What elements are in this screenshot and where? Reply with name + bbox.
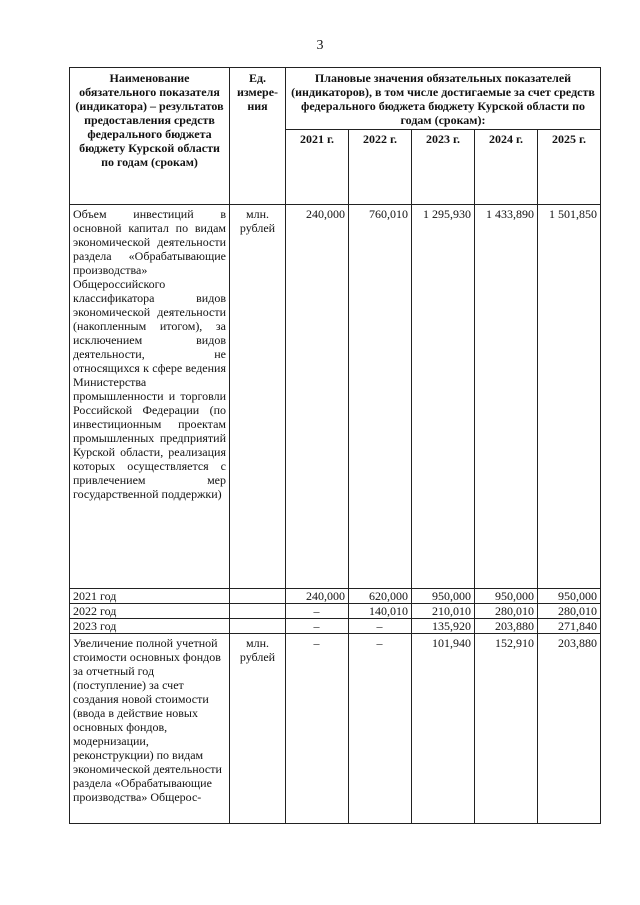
value-2021: 240,000 — [286, 205, 349, 589]
value-2023: 101,940 — [412, 634, 475, 824]
year-label: 2023 год — [70, 619, 230, 634]
table-row — [70, 634, 601, 824]
indicators-table — [69, 67, 601, 824]
value-2023: 135,920 — [412, 619, 475, 634]
value-2021: – — [286, 634, 349, 824]
value-2021: 240,000 — [286, 589, 349, 604]
year-label: 2022 год — [70, 604, 230, 619]
header-year-2024: 2024 г. — [475, 130, 538, 205]
value-2022: – — [349, 634, 412, 824]
page-number: 3 — [316, 38, 324, 53]
value-2024: 280,010 — [475, 604, 538, 619]
unit-cell: млн. рублей — [230, 634, 286, 824]
indicator-name: Увеличение полной учетной стоимости основных фондов за отчетный год (поступление) за счет создания новой стоимости (ввода в действие новых основных фондов, модернизации, реконструкции) по видам экономической деятельности раздела «Обрабатывающие производства» Общерос- — [70, 634, 230, 824]
value-2025: 280,010 — [538, 604, 601, 619]
value-2022: 760,010 — [349, 205, 412, 589]
value-2022: 620,000 — [349, 589, 412, 604]
value-2024: 1 433,890 — [475, 205, 538, 589]
table-row — [70, 205, 601, 589]
value-2023: 950,000 — [412, 589, 475, 604]
unit-cell — [230, 589, 286, 604]
unit-cell: млн. рублей — [230, 205, 286, 589]
value-2024: 950,000 — [475, 589, 538, 604]
indicator-name: Объем инвестиций в основной капитал по видам экономической деятельности раздела «Обрабатывающие производства» Общероссийского классификатора видов экономической деятельности (накопленным итогом), за исключением видов деятельности, не относящихся к сфере ведения Министерства промышленности и торговли Российской Федерации (по инвестиционным проектам промышленных предприятий Курской области, реализация которых осуществляется с привлечением мер государственной поддержки) — [70, 205, 230, 589]
header-unit: Ед. измере-ния — [230, 68, 286, 205]
year-label: 2021 год — [70, 589, 230, 604]
table-row — [70, 619, 601, 634]
header-plan: Плановые значения обязательных показателей (индикаторов), в том числе достигаемые за счет средств федерального бюджета бюджету Курской области по годам (срокам): — [286, 68, 601, 130]
header-year-2021: 2021 г. — [286, 130, 349, 205]
header-year-2022: 2022 г. — [349, 130, 412, 205]
value-2021: – — [286, 604, 349, 619]
value-2025: 950,000 — [538, 589, 601, 604]
header-year-2025: 2025 г. — [538, 130, 601, 205]
value-2023: 1 295,930 — [412, 205, 475, 589]
value-2025: 1 501,850 — [538, 205, 601, 589]
value-2021: – — [286, 619, 349, 634]
value-2025: 203,880 — [538, 634, 601, 824]
header-indicator: Наименование обязательного показателя (индикатора) – результатов предоставления средств федерального бюджета бюджету Курской области по годам (срокам) — [70, 68, 230, 205]
unit-cell — [230, 619, 286, 634]
table-row — [70, 589, 601, 604]
value-2023: 210,010 — [412, 604, 475, 619]
table-row — [70, 604, 601, 619]
value-2022: 140,010 — [349, 604, 412, 619]
unit-cell — [230, 604, 286, 619]
value-2025: 271,840 — [538, 619, 601, 634]
value-2024: 152,910 — [475, 634, 538, 824]
header-year-2023: 2023 г. — [412, 130, 475, 205]
value-2022: – — [349, 619, 412, 634]
value-2024: 203,880 — [475, 619, 538, 634]
